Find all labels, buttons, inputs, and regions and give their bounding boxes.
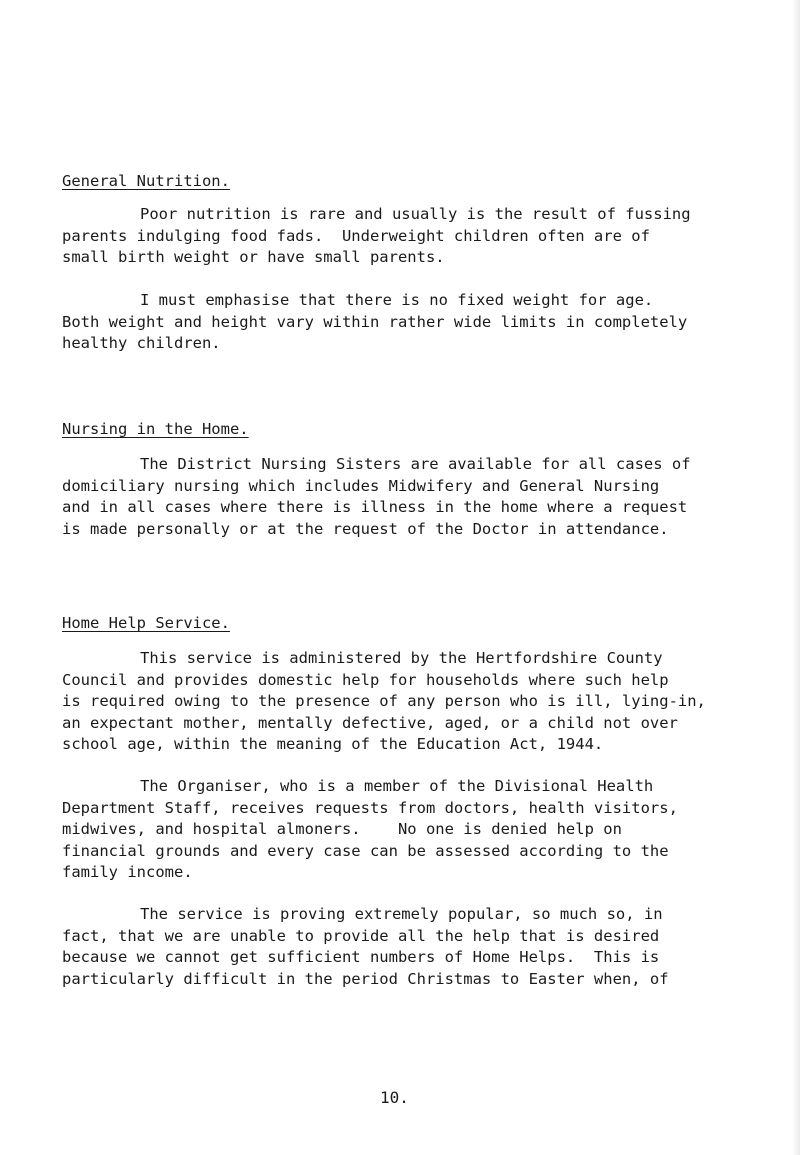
text-line: parents indulging food fads. Underweight children often are of: [62, 226, 650, 245]
text-line: particularly difficult in the period Christmas to Easter when, of: [62, 969, 669, 988]
paragraph-home-help-1: [62, 648, 797, 756]
heading-nursing-in-the-home: Nursing in the Home.: [62, 420, 249, 438]
page-edge-shadow: [792, 0, 800, 1155]
text-line: family income.: [62, 863, 193, 881]
text-line: is made personally or at the request of the Doctor in attendance.: [62, 519, 669, 538]
text-line: The service is proving extremely popular, so much so, in: [140, 905, 663, 923]
text-line: The District Nursing Sisters are available for all cases of: [140, 455, 691, 473]
heading-home-help-service: Home Help Service.: [62, 614, 230, 632]
text-line: Both weight and height vary within rather wide limits in completely: [62, 312, 688, 331]
text-line: I must emphasise that there is no fixed weight for age.: [140, 291, 654, 309]
page-number: 10.: [380, 1088, 409, 1107]
text-line: Council and provides domestic help for households where such help: [62, 670, 669, 689]
text-line: is required owing to the presence of any person who is ill, lying-in,: [62, 692, 706, 710]
paragraph-nutrition-2: [62, 290, 797, 355]
text-line: This service is administered by the Hertfordshire County: [140, 649, 663, 667]
text-line: midwives, and hospital almoners. No one is denied help on: [62, 820, 622, 838]
text-line: school age, within the meaning of the Education Act, 1944.: [62, 735, 604, 753]
paragraph-nutrition-1: [62, 204, 797, 269]
text-line: The Organiser, who is a member of the Divisional Health: [140, 777, 654, 795]
text-line: an expectant mother, mentally defective, aged, or a child not over: [62, 713, 678, 732]
heading-general-nutrition: General Nutrition.: [62, 172, 230, 190]
text-line: financial grounds and every case can be assessed according to the: [62, 841, 669, 860]
text-line: fact, that we are unable to provide all the help that is desired: [62, 926, 660, 945]
text-line: and in all cases where there is illness in the home where a request: [62, 498, 688, 516]
paragraph-home-help-2: [62, 776, 797, 884]
text-line: domiciliary nursing which includes Midwifery and General Nursing: [62, 476, 660, 495]
paragraph-home-help-3: [62, 904, 797, 990]
text-line: healthy children.: [62, 334, 221, 352]
paragraph-nursing-1: [62, 454, 797, 540]
text-line: Poor nutrition is rare and usually is the result of fussing: [140, 205, 691, 223]
text-line: Department Staff, receives requests from doctors, health visitors,: [62, 798, 678, 817]
text-line: because we cannot get sufficient numbers of Home Helps. This is: [62, 948, 660, 966]
text-line: small birth weight or have small parents.: [62, 248, 445, 266]
